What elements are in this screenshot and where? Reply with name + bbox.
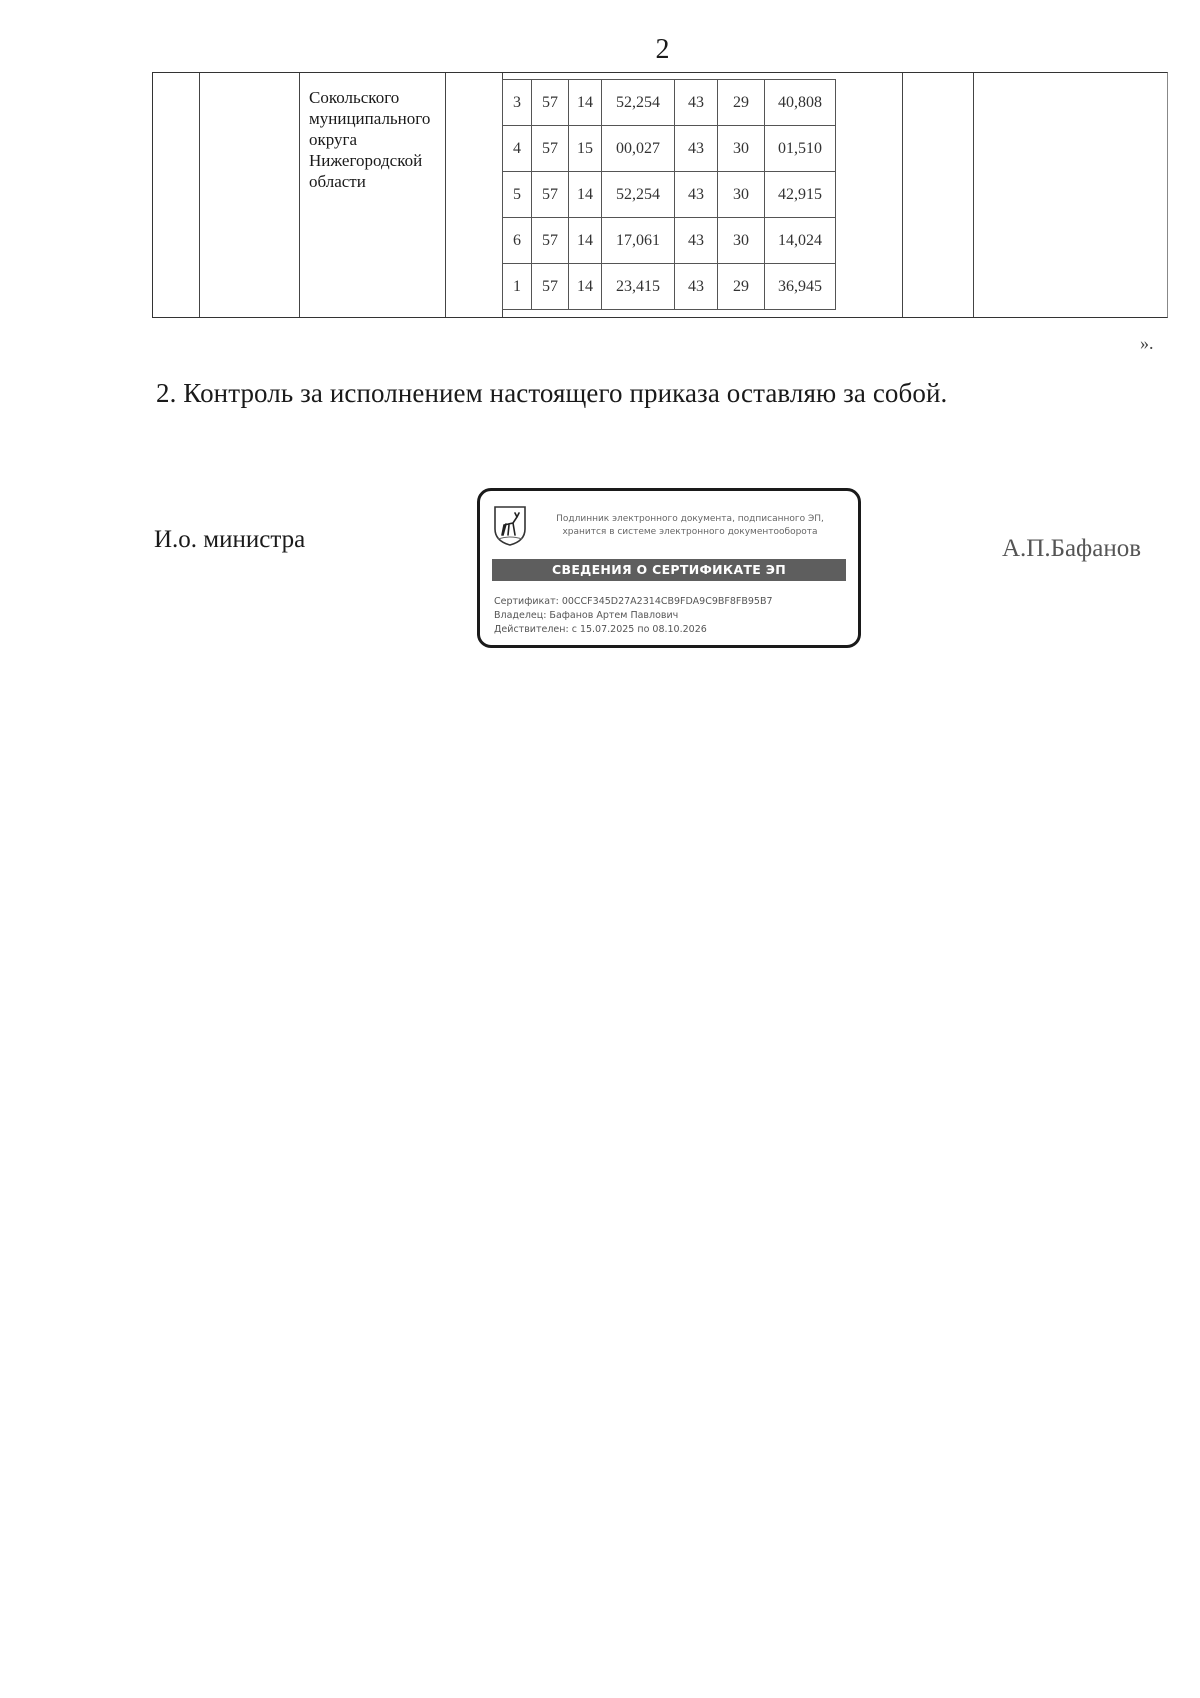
description-line: Сокольского [309,88,400,107]
description-line: Нижегородской [309,151,423,170]
certificate-details [494,595,773,637]
certificate-validity: Действителен: с 15.07.2025 по 08.10.2026 [494,624,707,635]
point-number-cell: 5 [503,172,532,218]
longitude-seconds-cell: 14,024 [765,218,836,264]
point-number-cell: 3 [503,80,532,126]
table-column-divider [199,73,200,317]
coat-of-arms-icon [493,505,527,547]
longitude-seconds-cell: 40,808 [765,80,836,126]
description-line: округа [309,130,358,149]
latitude-degrees-cell: 57 [532,126,569,172]
latitude-minutes-cell: 14 [569,218,602,264]
latitude-minutes-cell: 14 [569,264,602,310]
longitude-degrees-cell: 43 [675,172,718,218]
coordinates-grid [502,79,836,310]
stamp-notice-line: хранится в системе электронного документооборота [562,527,818,537]
longitude-minutes-cell: 30 [718,218,765,264]
electronic-signature-stamp [477,488,861,648]
longitude-minutes-cell: 30 [718,172,765,218]
latitude-degrees-cell: 57 [532,264,569,310]
table-row [503,172,836,218]
signatory-position: И.о. министра [154,526,306,553]
longitude-minutes-cell: 29 [718,80,765,126]
latitude-degrees-cell: 57 [532,80,569,126]
latitude-seconds-cell: 23,415 [602,264,675,310]
clause-2-text: 2. Контроль за исполнением настоящего приказа оставляю за собой. [156,378,948,408]
longitude-minutes-cell: 30 [718,126,765,172]
longitude-degrees-cell: 43 [675,126,718,172]
point-number-cell: 6 [503,218,532,264]
stamp-notice-line: Подлинник электронного документа, подписанного ЭП, [556,514,824,524]
latitude-seconds-cell: 52,254 [602,172,675,218]
table-row [503,218,836,264]
certificate-number: Сертификат: 00CCF345D27A2314CB9FDA9C9BF8FB95B7 [494,596,773,607]
latitude-minutes-cell: 14 [569,80,602,126]
latitude-seconds-cell: 00,027 [602,126,675,172]
signatory-name: А.П.Бафанов [1002,535,1142,562]
longitude-degrees-cell: 43 [675,80,718,126]
latitude-minutes-cell: 15 [569,126,602,172]
description-line: муниципального [309,109,431,128]
description-line: области [309,172,366,191]
closing-quote: ». [1140,333,1154,353]
page-number: 2 [655,34,670,65]
table-column-divider [973,73,974,317]
latitude-minutes-cell: 14 [569,172,602,218]
longitude-seconds-cell: 36,945 [765,264,836,310]
point-number-cell: 1 [503,264,532,310]
certificate-owner: Владелец: Бафанов Артем Павлович [494,610,679,621]
table-column-divider [902,73,903,317]
longitude-seconds-cell: 42,915 [765,172,836,218]
table-row [503,126,836,172]
coordinates-table [152,72,1168,318]
longitude-seconds-cell: 01,510 [765,126,836,172]
latitude-degrees-cell: 57 [532,218,569,264]
longitude-minutes-cell: 29 [718,264,765,310]
table-row [503,80,836,126]
stamp-notice [540,513,840,539]
latitude-degrees-cell: 57 [532,172,569,218]
point-number-cell: 4 [503,126,532,172]
latitude-seconds-cell: 17,061 [602,218,675,264]
longitude-degrees-cell: 43 [675,218,718,264]
latitude-seconds-cell: 52,254 [602,80,675,126]
longitude-degrees-cell: 43 [675,264,718,310]
table-column-divider [299,73,300,317]
table-row [503,264,836,310]
certificate-banner: СВЕДЕНИЯ О СЕРТИФИКАТЕ ЭП [492,559,846,581]
territory-description [309,87,449,192]
